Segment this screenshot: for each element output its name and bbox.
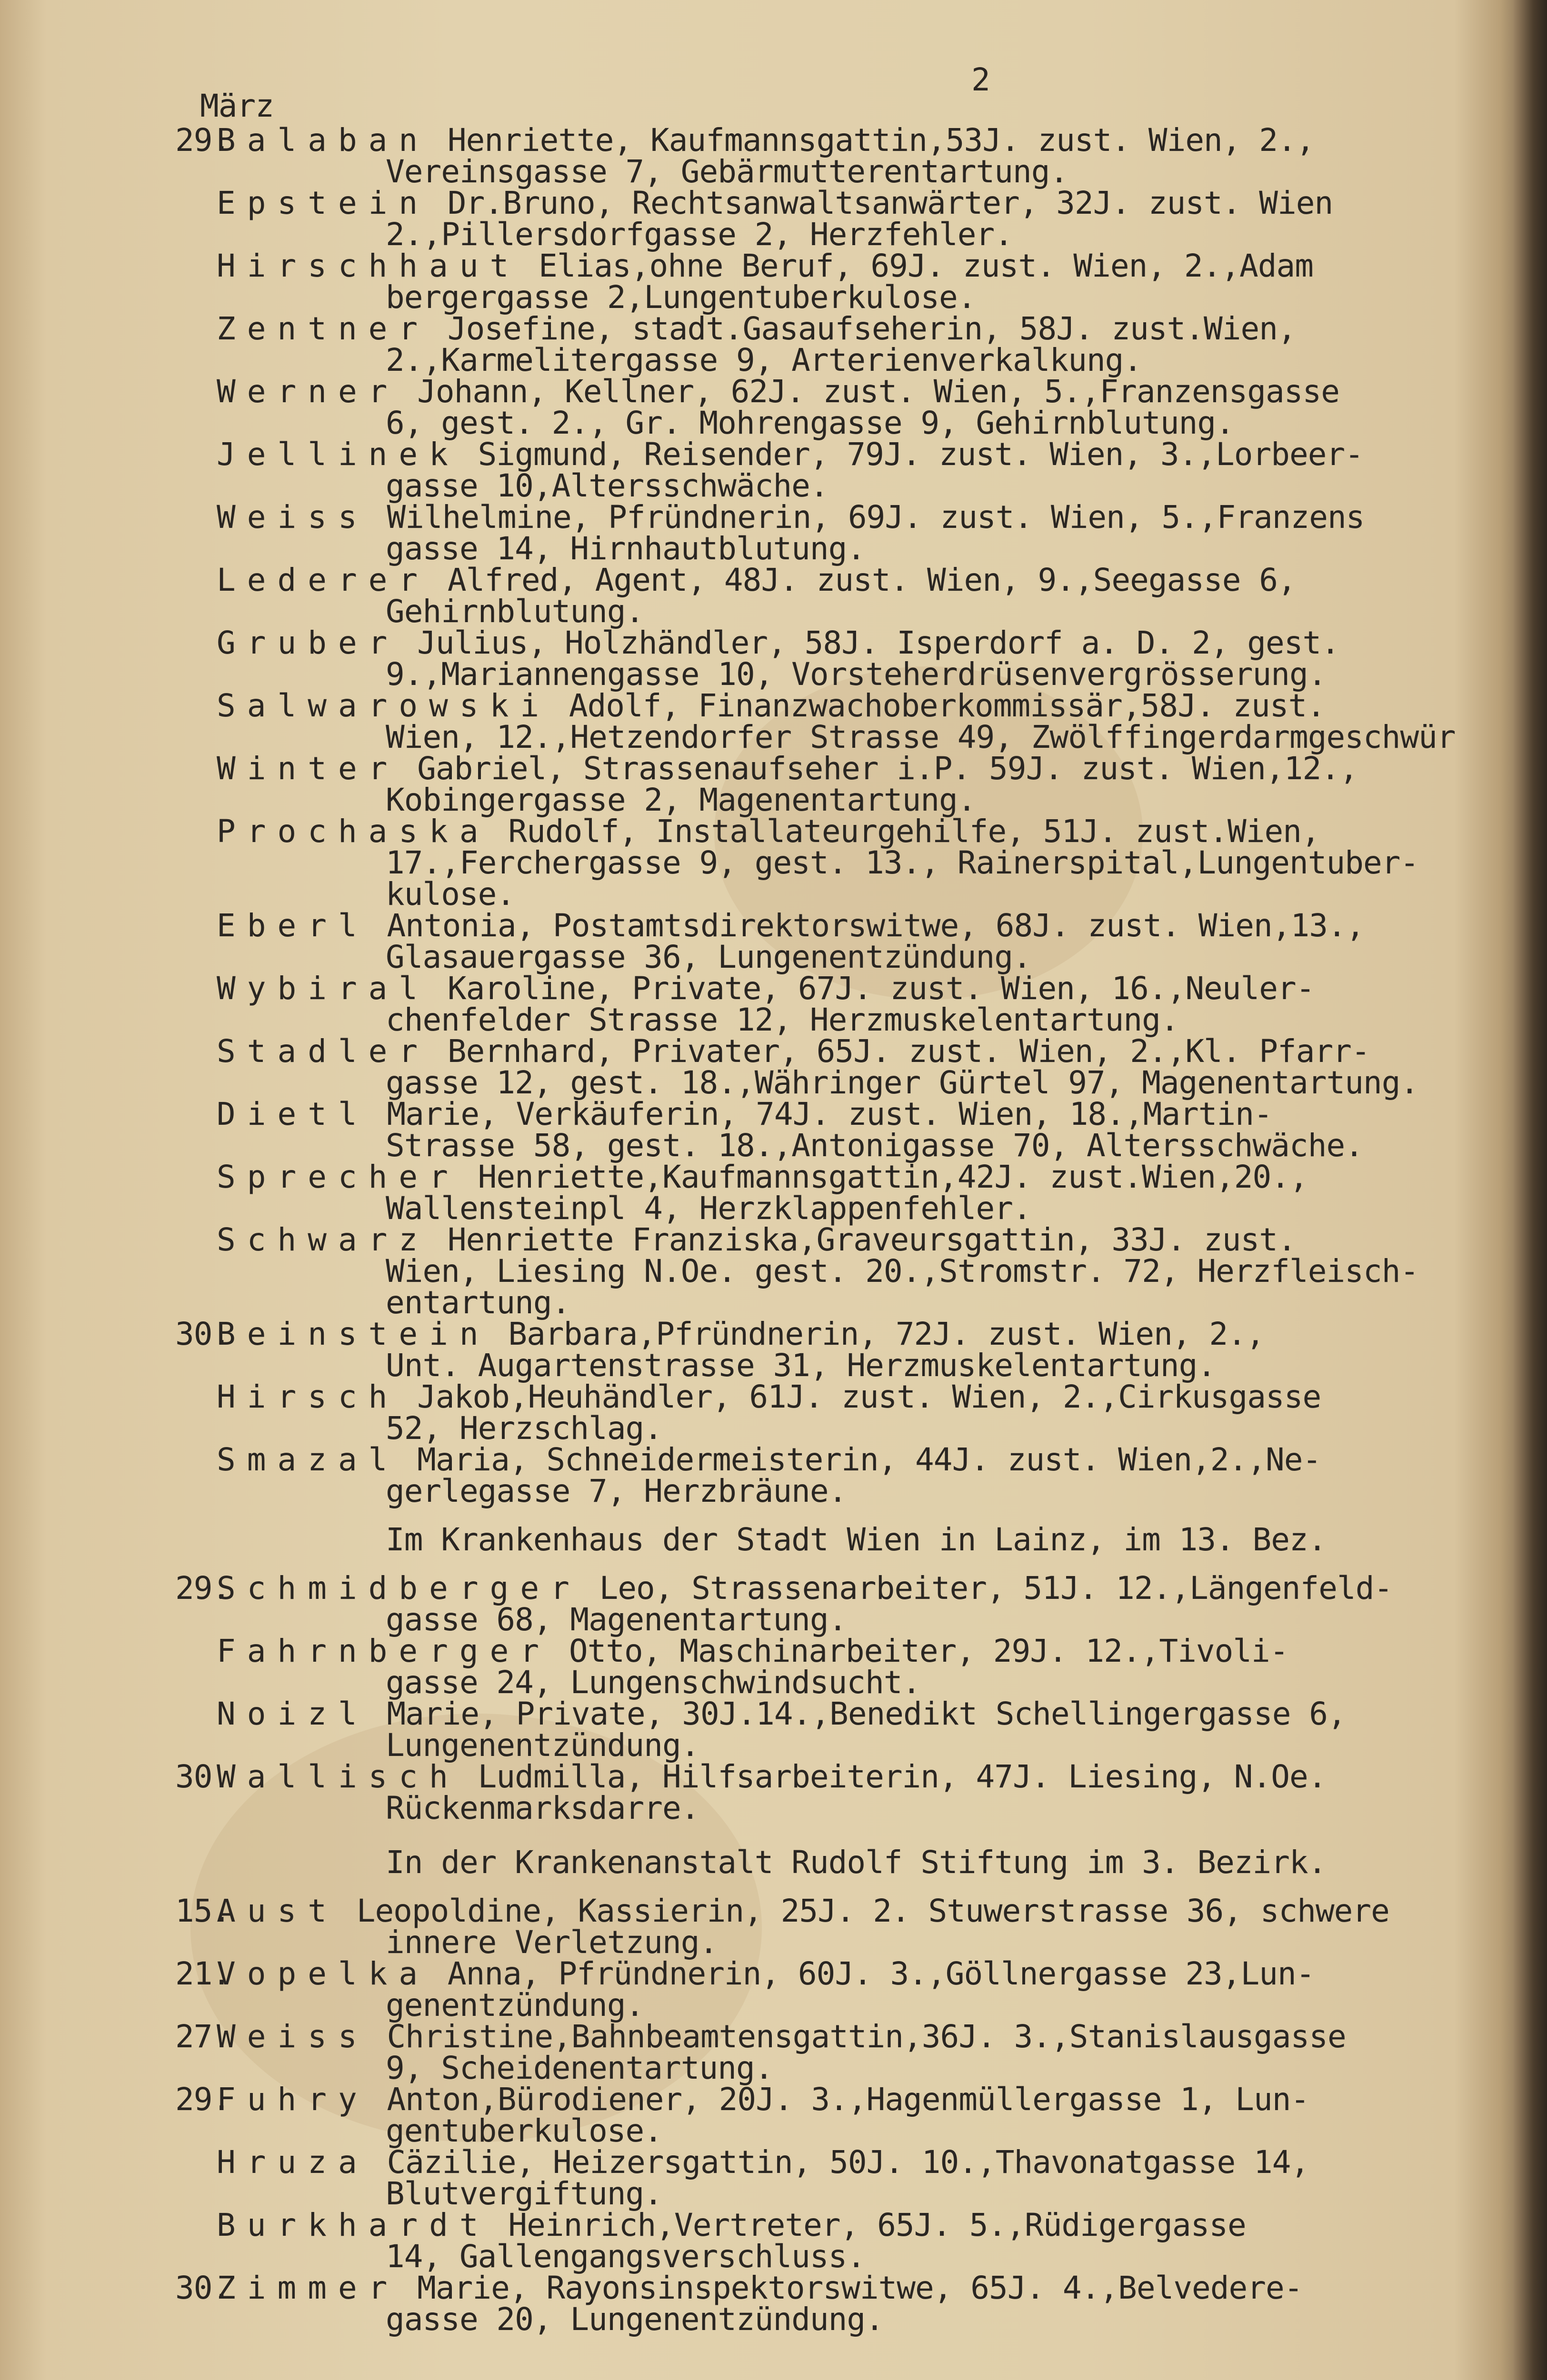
entry-details: Christine,Bahnbeamtensgattin,36J. 3.,Stanislausgasse (387, 2018, 1346, 2055)
entry-first-line (217, 1895, 1389, 1927)
entry-first-line (217, 907, 1365, 944)
entry-continuation: Wallensteinpl 4, Herzklappenfehler. (386, 1190, 1031, 1227)
entry-details: Maria, Schneidermeisterin, 44J. zust. Wien,2.,Ne- (417, 1441, 1321, 1478)
entry-continuation: Unt. Augartenstrasse 31, Herzmuskelentartung. (386, 1347, 1216, 1384)
entry-surname: Vopelka (217, 1955, 429, 1992)
entry-surname: Smazal (217, 1441, 399, 1478)
entry-continuation: gasse 20, Lungenentzündung. (386, 2301, 884, 2338)
entry-surname: Fuhry (217, 2081, 369, 2118)
entry-continuation: Vereinsgasse 7, Gebärmutterentartung. (386, 153, 1068, 190)
entry-surname: Aust (217, 1893, 338, 1929)
entry-first-line (217, 1033, 1370, 1070)
entry-first-line (217, 1698, 1346, 1730)
entry-continuation: genentzündung. (386, 1987, 644, 2023)
entry-details: Otto, Maschinarbeiter, 29J. 12.,Tivoli- (569, 1633, 1288, 1669)
entry-continuation: innere Verletzung. (386, 1924, 718, 1961)
entry-details: Marie, Rayonsinspektorswitwe, 65J. 4.,Belvedere- (417, 2270, 1303, 2306)
entry-continuation: gasse 14, Hirnhautblutung. (386, 530, 866, 567)
section-heading-lainz: Im Krankenhaus der Stadt Wien in Lainz, im 13. Bez. (386, 1521, 1327, 1558)
entry-surname: Gruber (217, 625, 399, 661)
entry-day: 15. (175, 1893, 231, 1929)
entry-details: Leopoldine, Kassierin, 25J. 2. Stuwerstrasse 36, schwere (356, 1893, 1389, 1929)
entry-first-line (217, 813, 1320, 850)
entry-details: Anna, Pfründnerin, 60J. 3.,Göllnergasse 23,Lun- (447, 1955, 1315, 1992)
entry-first-line (217, 562, 1296, 598)
entry-first-line (217, 2272, 1302, 2304)
entry-day: 30. (175, 2270, 231, 2306)
entry-first-line (217, 122, 1315, 159)
entry-continuation: Strasse 58, gest. 18.,Antonigasse 70, Altersschwäche. (386, 1127, 1363, 1164)
entry-first-line (217, 1221, 1296, 1258)
entry-details: Leo, Strassenarbeiter, 51J. 12.,Längenfeld- (599, 1570, 1393, 1606)
entry-first-line (217, 627, 1339, 659)
entry-continuation: 14, Gallengangsverschluss. (386, 2238, 866, 2275)
entry-continuation: gasse 24, Lungenschwindsucht. (386, 1664, 921, 1701)
entry-day: 30. (175, 1316, 231, 1352)
entry-first-line (217, 1955, 1315, 1992)
entry-details: Jakob,Heuhändler, 61J. zust. Wien, 2.,Cirkusgasse (417, 1378, 1321, 1415)
entry-first-line (217, 2207, 1246, 2243)
entry-surname: Wybiral (217, 970, 429, 1007)
entry-first-line (217, 1316, 1265, 1352)
entry-surname: Prochaska (217, 813, 490, 850)
entry-first-line (217, 2018, 1346, 2055)
entry-details: Ludmilla, Hilfsarbeiterin, 47J. Liesing, N.Oe. (478, 1758, 1327, 1795)
entry-first-line (217, 1758, 1327, 1795)
entry-continuation: Lungenentzündung. (386, 1727, 699, 1764)
entry-details: Barbara,Pfründnerin, 72J. zust. Wien, 2., (508, 1316, 1265, 1352)
entry-details: Heinrich,Vertreter, 65J. 5.,Rüdigergasse (508, 2207, 1246, 2243)
entry-continuation: Blutvergiftung. (386, 2175, 663, 2212)
entry-first-line (217, 1161, 1308, 1193)
entry-surname: Sprecher (217, 1159, 459, 1195)
entry-first-line (217, 373, 1339, 410)
entry-first-line (217, 687, 1325, 724)
entry-surname: Hirsch (217, 1378, 399, 1415)
entry-continuation: gerlegasse 7, Herzbräune. (386, 1473, 847, 1509)
entry-continuation: Wien, Liesing N.Oe. gest. 20.,Stromstr. 72, Herzfleisch- (386, 1253, 1419, 1289)
entry-first-line (217, 2081, 1309, 2118)
entry-continuation: gentuberkulose. (386, 2112, 663, 2149)
entry-details: Elias,ohne Beruf, 69J. zust. Wien, 2.,Adam (539, 248, 1313, 284)
entry-surname: Fahrnberger (217, 1633, 551, 1669)
entry-surname: Epstein (217, 185, 429, 221)
entry-details: Henriette Franziska,Graveursgattin, 33J. zust. (447, 1221, 1296, 1258)
entry-details: Wilhelmine, Pfründnerin, 69J. zust. Wien, 5.,Franzens (387, 499, 1365, 536)
entry-continuation: 2.,Karmelitergasse 9, Arterienverkalkung. (386, 342, 1142, 378)
entry-first-line (217, 970, 1315, 1007)
entry-first-line (217, 1633, 1288, 1669)
entry-details: Bernhard, Privater, 65J. zust. Wien, 2.,Kl. Pfarr- (447, 1033, 1370, 1070)
entry-surname: Salwarowski (217, 687, 551, 724)
entry-day: 29. (175, 1570, 231, 1606)
entry-first-line (217, 1441, 1321, 1478)
entry-continuation: 6, gest. 2., Gr. Mohrengasse 9, Gehirnblutung. (386, 405, 1234, 441)
entry-first-line (217, 2144, 1309, 2181)
entry-surname: Balaban (217, 122, 429, 159)
entry-details: Henriette, Kaufmannsgattin,53J. zust. Wien, 2., (447, 122, 1315, 159)
entry-surname: Dietl (217, 1096, 369, 1132)
entry-day: 21. (175, 1955, 231, 1992)
entry-details: Marie, Verkäuferin, 74J. zust. Wien, 18.,Martin- (387, 1096, 1272, 1132)
entry-details: Gabriel, Strassenaufseher i.P. 59J. zust. Wien,12., (417, 750, 1358, 787)
entry-details: Rudolf, Installateurgehilfe, 51J. zust.Wien, (508, 813, 1320, 850)
entry-continuation: Gehirnblutung. (386, 593, 644, 630)
entry-surname: Weiss (217, 499, 369, 536)
entry-continuation: Rückenmarksdarre. (386, 1790, 699, 1826)
entry-surname: Weiss (217, 2018, 369, 2055)
entry-surname: Burkhardt (217, 2207, 490, 2243)
entry-details: Johann, Kellner, 62J. zust. Wien, 5.,Franzensgasse (417, 373, 1339, 410)
entry-details: Karoline, Private, 67J. zust. Wien, 16.,Neuler- (447, 970, 1315, 1007)
entry-details: Sigmund, Reisender, 79J. zust. Wien, 3.,Lorbeer- (478, 436, 1363, 473)
entry-continuation: Kobingergasse 2, Magenentartung. (386, 782, 976, 818)
entry-continuation: 9, Scheidenentartung. (386, 2050, 773, 2086)
entry-first-line (217, 1096, 1272, 1132)
entry-continuation: 52, Herzschlag. (386, 1410, 663, 1447)
entry-details: Adolf, Finanzwachoberkommissär,58J. zust. (569, 687, 1325, 724)
entry-day: 29. (175, 122, 231, 159)
entry-first-line (217, 436, 1363, 473)
entry-surname: Wallisch (217, 1758, 459, 1795)
entry-first-line (217, 1378, 1321, 1415)
entry-continuation: gasse 10,Altersschwäche. (386, 467, 828, 504)
entry-first-line (217, 1570, 1393, 1606)
entry-continuation: Wien, 12.,Hetzendorfer Strasse 49, Zwölffingerdarmgeschwür (386, 719, 1456, 755)
entry-first-line (217, 250, 1313, 282)
entry-first-line (217, 750, 1358, 787)
entry-first-line (217, 310, 1296, 347)
entry-details: Antonia, Postamtsdirektorswitwe, 68J. zust. Wien,13., (387, 907, 1365, 944)
entry-first-line (217, 499, 1365, 536)
entry-surname: Stadler (217, 1033, 429, 1070)
entry-surname: Hirschhaut (217, 248, 520, 284)
entry-surname: Zimmer (217, 2270, 399, 2306)
entry-surname: Jellinek (217, 436, 459, 473)
entry-details: Henriette,Kaufmannsgattin,42J. zust.Wien,20., (478, 1159, 1308, 1195)
entry-surname: Eberl (217, 907, 369, 944)
month-label: März (200, 88, 274, 124)
entry-continuation: 9.,Mariannengasse 10, Vorsteherdrüsenvergrösserung. (386, 656, 1327, 693)
entry-details: Josefine, stadt.Gasaufseherin, 58J. zust.Wien, (447, 310, 1296, 347)
entry-surname: Beinstein (217, 1316, 490, 1352)
entry-day: 30. (175, 1758, 231, 1795)
entry-surname: Noizl (217, 1696, 369, 1732)
entry-first-line (217, 185, 1333, 221)
section-heading-rudolf: In der Krankenanstalt Rudolf Stiftung im 3. Bezirk. (386, 1844, 1327, 1881)
entry-details: Alfred, Agent, 48J. zust. Wien, 9.,Seegasse 6, (447, 562, 1296, 598)
entry-continuation: Glasauergasse 36, Lungenentzündung. (386, 939, 1031, 975)
entry-continuation: 2.,Pillersdorfgasse 2, Herzfehler. (386, 216, 1013, 253)
page-number: 2 (971, 61, 990, 98)
entry-continuation: gasse 68, Magenentartung. (386, 1601, 847, 1638)
entry-surname: Zentner (217, 310, 429, 347)
entry-continuation: bergergasse 2,Lungentuberkulose. (386, 279, 976, 316)
entry-continuation: entartung. (386, 1284, 570, 1321)
entry-surname: Winter (217, 750, 399, 787)
entry-day: 29. (175, 2081, 231, 2118)
entry-continuation: kulose. (386, 876, 515, 912)
entry-surname: Schwarz (217, 1221, 429, 1258)
entry-day: 27. (175, 2018, 231, 2055)
entry-continuation: chenfelder Strasse 12, Herzmuskelentartung. (386, 1002, 1179, 1038)
entry-details: Dr.Bruno, Rechtsanwaltsanwärter, 32J. zust. Wien (447, 185, 1333, 221)
entry-surname: Hruza (217, 2144, 369, 2181)
entry-details: Cäzilie, Heizersgattin, 50J. 10.,Thavonatgasse 14, (387, 2144, 1309, 2181)
entry-details: Julius, Holzhändler, 58J. Isperdorf a. D. 2, gest. (417, 625, 1339, 661)
entry-details: Anton,Bürodiener, 20J. 3.,Hagenmüllergasse 1, Lun- (387, 2081, 1309, 2118)
entry-surname: Werner (217, 373, 399, 410)
entry-surname: Schmidberger (217, 1570, 581, 1606)
entry-surname: Lederer (217, 562, 429, 598)
entry-continuation: 17.,Ferchergasse 9, gest. 13., Rainerspital,Lungentuber- (386, 844, 1419, 881)
entry-details: Marie, Private, 30J.14.,Benedikt Schellingergasse 6, (387, 1696, 1346, 1732)
entry-continuation: gasse 12, gest. 18.,Währinger Gürtel 97, Magenentartung. (386, 1064, 1419, 1101)
